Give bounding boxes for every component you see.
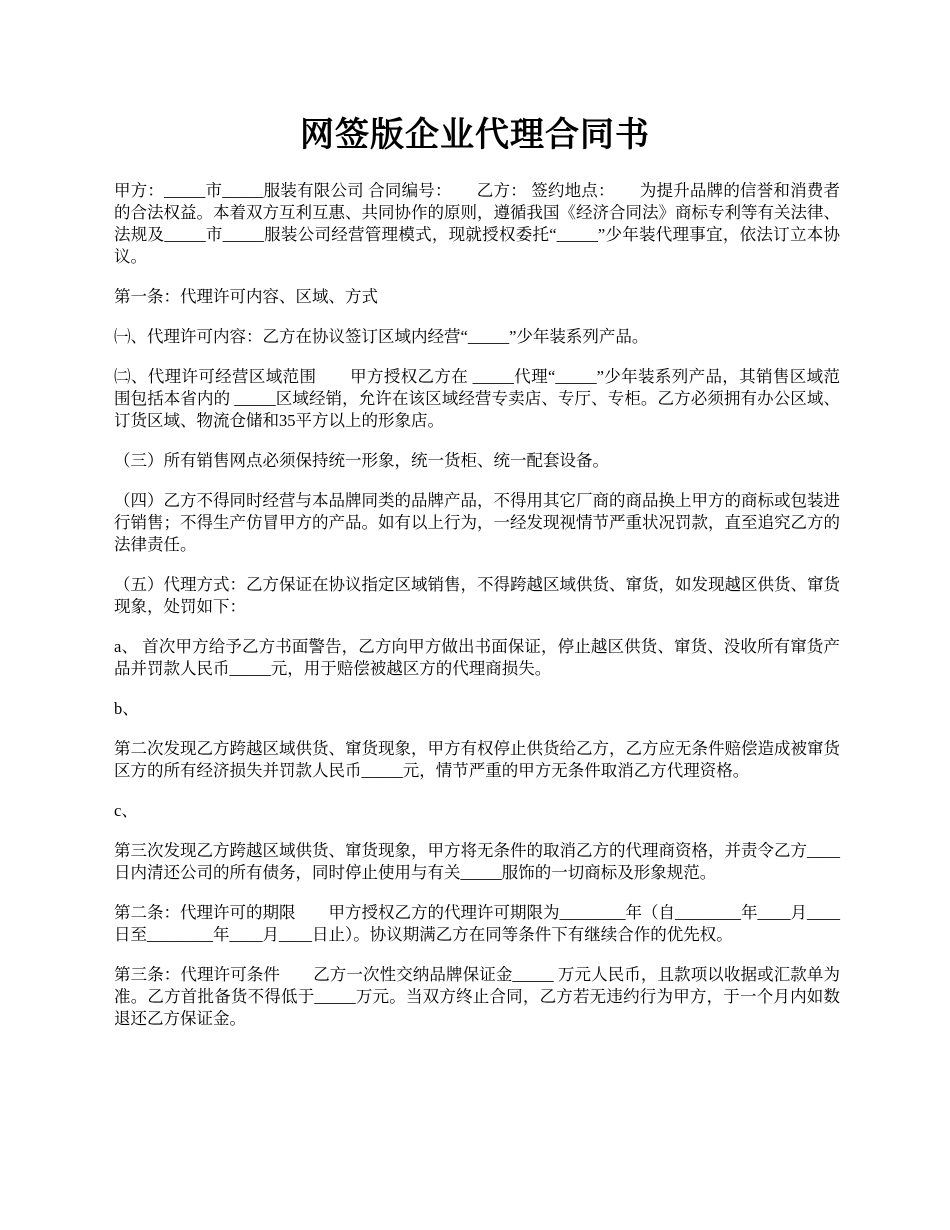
paragraph-article-1-item-2: ㈡、代理许可经营区域范围 甲方授权乙方在 _____代理“_____”少年装系列产品，其销售区域范围包括本省内的 _____区域经销，允许在该区域经营专卖店、专厅、专柜。乙方必须拥有办公区域、订货区域、物流仓储和35平方以上的形象店。 [114, 367, 840, 430]
page-title: 网签版企业代理合同书 [300, 117, 650, 154]
paragraph-article-1-item-3: （三）所有销售网点必须保持统一形象，统一货柜、统一配套设备。 [114, 451, 609, 470]
paragraph-article-3: 第三条：代理许可条件 乙方一次性交纳品牌保证金_____ 万元人民币，且款项以收据或汇款单为准。乙方首批备货不得低于_____万元。当双方终止合同，乙方若无违约行为甲方，于一个月内如数退还乙方保证金。 [114, 965, 840, 1028]
paragraph-article-2: 第二条：代理许可的期限 甲方授权乙方的代理许可期限为________年（自________年____月____日至________年____月____日止）。协议期满乙方在同等条件下有继续合作的优先权。 [114, 903, 840, 944]
paragraph-article-1-heading: 第一条：代理许可内容、区域、方式 [114, 287, 378, 306]
paragraph-article-1-item-1: ㈠、代理许可内容：乙方在协议签订区域内经营“_____”少年装系列产品。 [114, 327, 649, 346]
paragraph-penalty-c-label: c、 [114, 801, 138, 820]
paragraph-article-1-item-4: （四）乙方不得同时经营与本品牌同类的品牌产品，不得用其它厂商的商品换上甲方的商标或包装进行销售；不得生产仿冒甲方的产品。如有以上行为，一经发现视情节严重状况罚款，直至追究乙方的法律责任。 [114, 491, 840, 554]
paragraph-penalty-b: 第二次发现乙方跨越区域供货、窜货现象，甲方有权停止供货给乙方，乙方应无条件赔偿造成被窜货区方的所有经济损失并罚款人民币_____元，情节严重的甲方无条件取消乙方代理资格。 [114, 739, 840, 780]
paragraph-penalty-a: a、 首次甲方给予乙方书面警告，乙方向甲方做出书面保证，停止越区供货、窜货、没收所有窜货产品并罚款人民币_____元，用于赔偿被越区方的代理商损失。 [114, 637, 840, 678]
paragraph-penalty-c: 第三次发现乙方跨越区域供货、窜货现象，甲方将无条件的取消乙方的代理商资格，并责令乙方____日内清还公司的所有债务，同时停止使用与有关_____服饰的一切商标及形象规范。 [114, 841, 840, 882]
paragraph-preamble: 甲方：_____市_____服装有限公司 合同编号： 乙方： 签约地点： 为提升品牌的信誉和消费者的合法权益。本着双方互利互惠、共同协作的原则，遵循我国《经济合同法》商标专利等有关法律、法规及_____市_____服装公司经营管理模式，现就授权委托“_____”少年装代理事宜，依法订立本协议。 [114, 181, 840, 266]
paragraph-penalty-b-label: b、 [114, 699, 139, 718]
paragraph-article-1-item-5: （五）代理方式：乙方保证在协议指定区域销售，不得跨越区域供货、窜货，如发现越区供货、窜货现象，处罚如下： [114, 575, 840, 616]
contract-body [114, 180, 840, 1048]
